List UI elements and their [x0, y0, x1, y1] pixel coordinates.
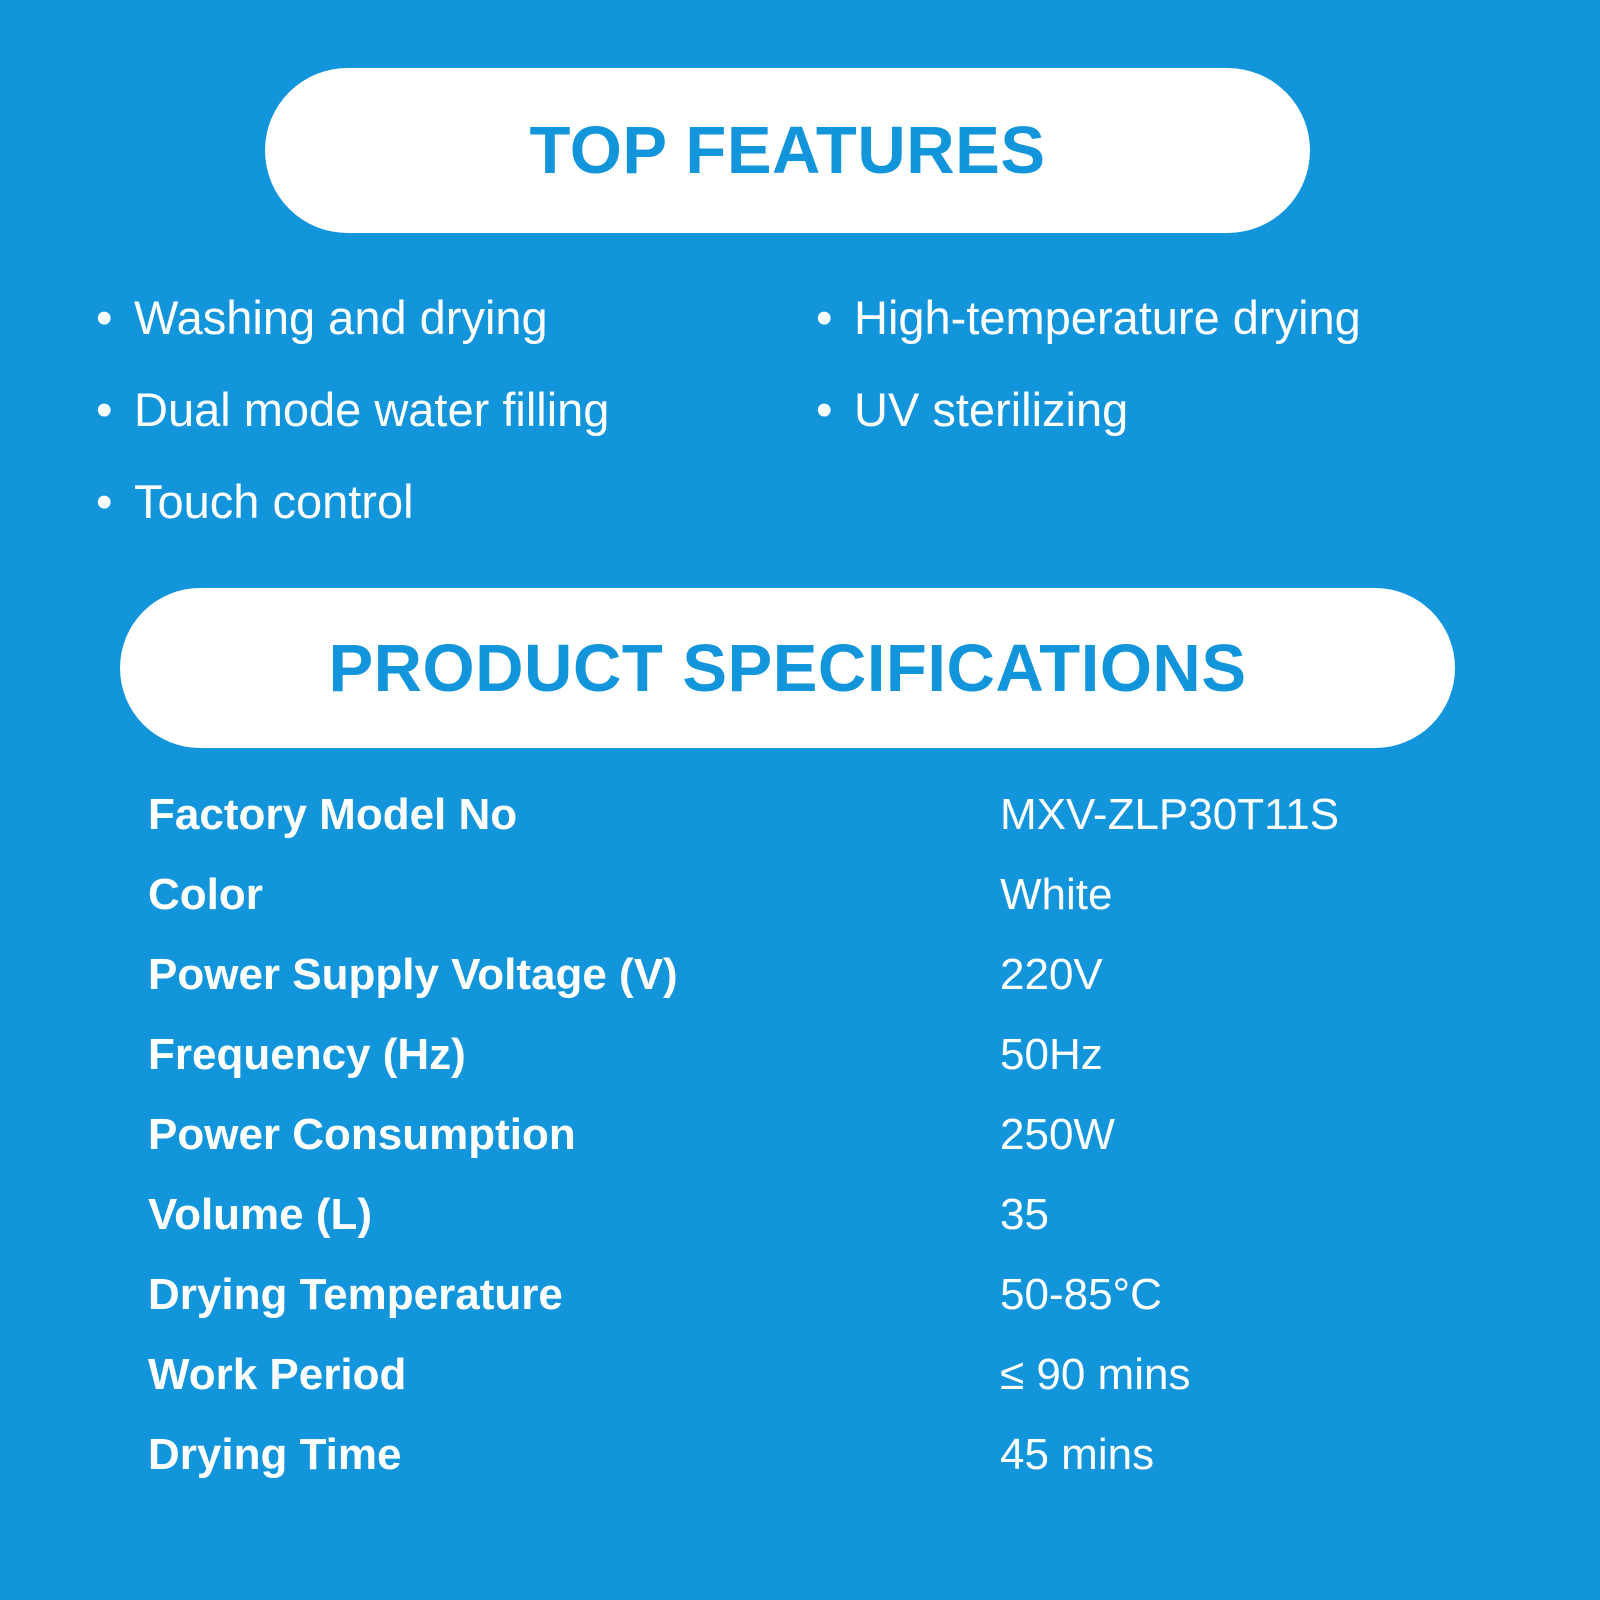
spec-label: Color — [148, 870, 263, 919]
table-row — [148, 870, 1468, 950]
features-column-left — [96, 272, 816, 548]
spec-label: Power Consumption — [148, 1110, 576, 1159]
spec-label: Work Period — [148, 1350, 407, 1399]
features-list — [96, 272, 1516, 548]
spec-value: ≤ 90 mins — [1000, 1350, 1191, 1399]
feature-item — [816, 272, 1516, 364]
specifications-table — [148, 790, 1468, 1510]
table-row — [148, 1270, 1468, 1350]
spec-value: 45 mins — [1000, 1430, 1155, 1479]
features-column-right — [816, 272, 1516, 548]
bullet-icon: • — [96, 383, 113, 436]
table-row — [148, 1030, 1468, 1110]
spec-label: Power Supply Voltage (V) — [148, 950, 678, 999]
product-specifications-heading: PRODUCT SPECIFICATIONS — [120, 588, 1455, 748]
spec-label: Drying Time — [148, 1430, 402, 1479]
spec-value: 250W — [1000, 1110, 1115, 1159]
bullet-icon: • — [96, 475, 113, 528]
table-row — [148, 1110, 1468, 1190]
spec-value: White — [1000, 870, 1113, 919]
spec-label: Frequency (Hz) — [148, 1030, 466, 1079]
bullet-icon: • — [816, 291, 833, 344]
spec-value: 50-85°C — [1000, 1270, 1162, 1319]
spec-value: 50Hz — [1000, 1030, 1103, 1079]
table-row — [148, 1430, 1468, 1510]
bullet-icon: • — [816, 383, 833, 436]
feature-item — [96, 364, 816, 456]
spec-label: Factory Model No — [148, 790, 518, 839]
table-row — [148, 1350, 1468, 1430]
feature-label: Touch control — [134, 475, 414, 528]
table-row — [148, 790, 1468, 870]
spec-value: 220V — [1000, 950, 1103, 999]
spec-value: 35 — [1000, 1190, 1049, 1239]
spec-label: Volume (L) — [148, 1190, 373, 1239]
bullet-icon: • — [96, 291, 113, 344]
feature-label: Dual mode water filling — [134, 383, 610, 436]
top-features-heading: TOP FEATURES — [265, 68, 1310, 233]
feature-item — [96, 272, 816, 364]
feature-label: Washing and drying — [134, 291, 548, 344]
feature-label: UV sterilizing — [854, 383, 1129, 436]
spec-label: Drying Temperature — [148, 1270, 563, 1319]
table-row — [148, 1190, 1468, 1270]
feature-label: High-temperature drying — [854, 291, 1361, 344]
table-row — [148, 950, 1468, 1030]
feature-item — [96, 456, 816, 548]
spec-value: MXV-ZLP30T11S — [1000, 790, 1340, 839]
feature-item — [816, 364, 1516, 456]
